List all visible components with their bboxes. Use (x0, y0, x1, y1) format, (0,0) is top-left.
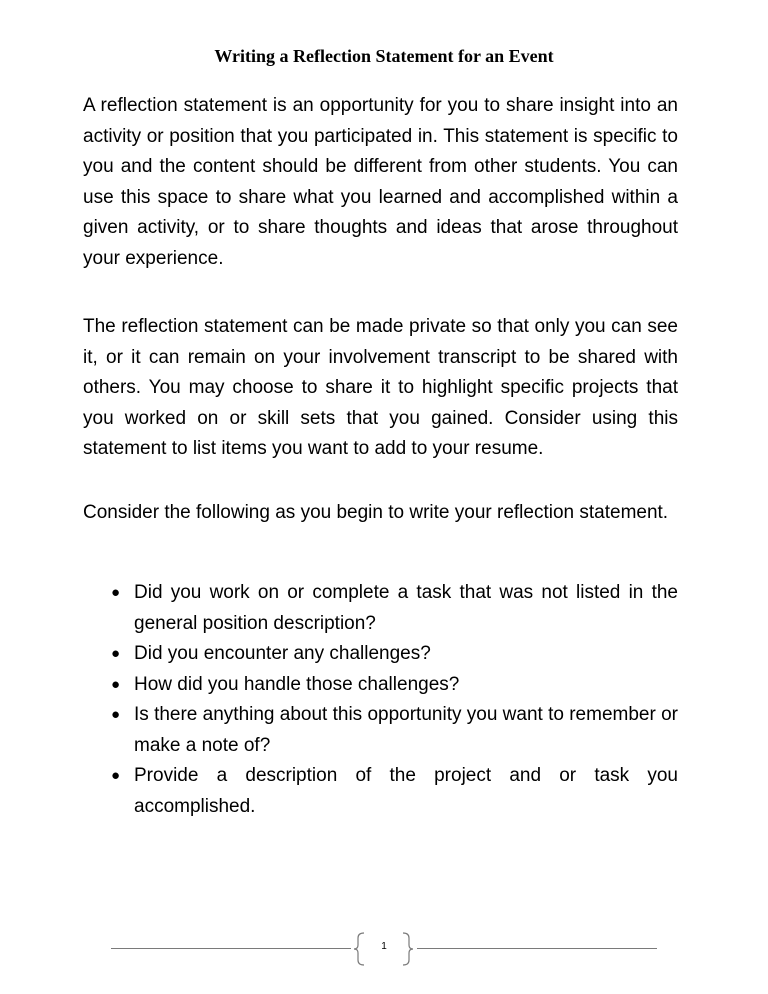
paragraph-intro: A reflection statement is an opportunity for you to share insight into an activity or position that you participated in. This statement is specific to you and the content should be different from other students. You can use this space to share what you learned and accomplished within a given activity, or to share thoughts and ideas that arose throughout your experience. (83, 95, 678, 269)
list-item (108, 670, 678, 701)
list-item-text: Provide a description of the project and or task you accomplished. (134, 765, 678, 817)
list-item-text: How did you handle those challenges? (134, 673, 460, 695)
paragraph-consider: Consider the following as you begin to write your reflection statement. (83, 502, 669, 523)
right-brace-icon (401, 932, 415, 966)
bullet-icon: ● (111, 584, 121, 601)
page-number: 1 (381, 941, 387, 952)
bullet-icon: ● (111, 675, 121, 693)
list-item (108, 761, 678, 822)
page-footer (0, 930, 768, 970)
list-item (108, 578, 678, 639)
footer-rule-left (111, 948, 351, 949)
bullet-icon: ● (111, 767, 121, 784)
left-brace-icon (352, 932, 366, 966)
list-item-text: Is there anything about this opportunity you want to remember or make a note of? (134, 704, 678, 756)
paragraph-privacy: The reflection statement can be made private so that only you can see it, or it can remain on your involvement transcript to be shared with others. You may choose to share it to highlight specific projects that you worked on or skill sets that you gained. Consider using this statement to list items you want to add to your resume. (83, 316, 678, 459)
document-title: Writing a Reflection Statement for an Event (214, 46, 554, 66)
list-item (108, 700, 678, 761)
bullet-icon: ● (111, 645, 121, 662)
list-item-text: Did you work on or complete a task that was not listed in the general position description? (134, 582, 678, 634)
bullet-icon: ● (111, 706, 121, 723)
footer-rule-right (417, 948, 657, 949)
list-item-text: Did you encounter any challenges? (134, 643, 431, 664)
list-item (108, 639, 678, 670)
question-list (108, 578, 678, 822)
